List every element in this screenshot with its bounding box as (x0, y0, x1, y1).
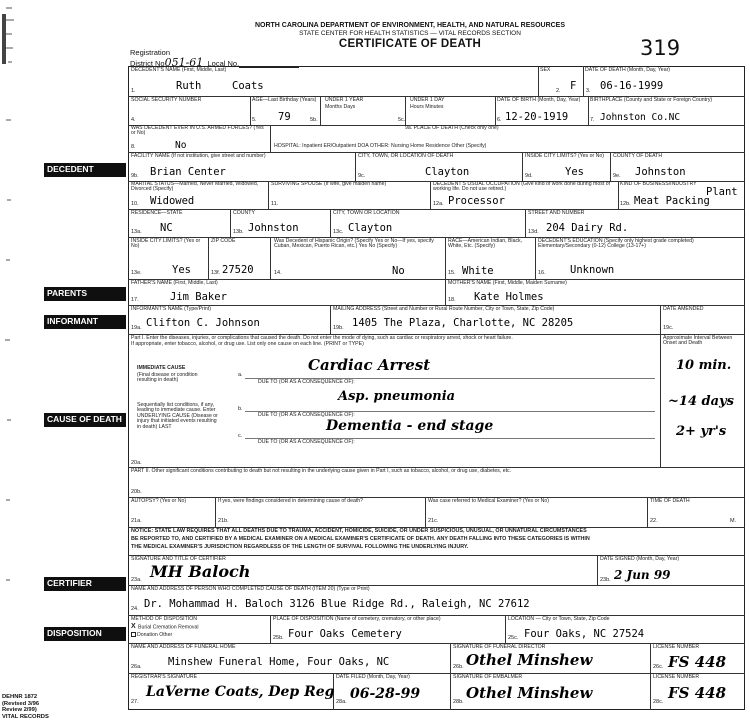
father-name: Jim Baker (170, 291, 227, 303)
date-filed: 06-28-99 (350, 686, 421, 702)
section-informant: INFORMANT (44, 315, 126, 329)
notice-line-3: THE MEDICAL EXAMINER'S JURISDICTION REGARDLESS OF THE LENGTH OF SURVIVAL FOLLOWING THE UNDERLYING INJURY. (131, 544, 469, 550)
label-residence-limits: INSIDE CITY LIMITS? (Yes or No) (131, 238, 201, 250)
label-funeral-director-signature: SIGNATURE OF FUNERAL DIRECTOR (453, 644, 546, 650)
label-immediate-note: (Final disease or condition resulting in death) (137, 372, 198, 384)
label-education: DECEDENT'S EDUCATION (Specify only highest grade completed) Elementary/Secondary (0-12) College (13-17+) (538, 238, 694, 250)
decedent-last-name: Coats (232, 80, 264, 92)
label-father: FATHER'S NAME (First, Middle, Last) (131, 280, 218, 286)
certificate-title: CERTIFICATE OF DEATH (338, 38, 482, 50)
license-number-2: FS 448 (668, 684, 727, 702)
label-registrar-signature: REGISTRAR'S SIGNATURE (131, 674, 198, 680)
label-facility: FACILITY NAME (If not institution, give street and number) (131, 153, 266, 159)
education: Unknown (570, 264, 615, 276)
residence-street: 204 Dairy Rd. (546, 222, 629, 234)
scan-edge-marks (0, 0, 40, 722)
license-number: FS 448 (668, 653, 727, 671)
district-label: District No (130, 58, 165, 68)
label-date-filed: DATE FILED (Month, Day, Year) (336, 674, 410, 680)
decedent-age: 79 (278, 111, 291, 123)
label-residence-city: CITY, TOWN OR LOCATION (333, 210, 400, 216)
label-city-of-death: CITY, TOWN, OR LOCATION OF DEATH (358, 153, 454, 159)
registrar-signature: LaVerne Coats, Dep Reg (146, 684, 335, 700)
label-date-of-birth: DATE OF BIRTH (Month, Day, Year) (497, 97, 581, 103)
registration-label: Registration (130, 48, 171, 57)
informant-name: Clifton C. Johnson (146, 317, 260, 329)
label-medical-examiner: Was case referred to Medical Examiner? (Yes or No) (428, 498, 549, 504)
section-cause-of-death: CAUSE OF DEATH (44, 413, 126, 427)
checkbox-icon (131, 632, 136, 637)
marital-status: Widowed (150, 195, 195, 207)
disposition-method-options: X Burial Cremation Removal (131, 623, 199, 631)
interval-b: ~14 days (668, 394, 734, 409)
label-under-day: UNDER 1 DAY (410, 97, 445, 103)
label-mother: MOTHER'S NAME (First, Middle, Maiden Surname) (448, 280, 567, 286)
cause-underlying: Dementia - end stage (326, 418, 494, 434)
label-informant: INFORMANT'S NAME (Type/Print) (131, 306, 211, 312)
label-date-signed: DATE SIGNED (Month, Day, Year) (600, 556, 680, 562)
label-license-number: LICENSE NUMBER (653, 644, 700, 650)
label-part-two: PART II. Other significant conditions contributing to death but not resulting in the underlying cause given in Part I, such as tobacco, alcohol, or drug use, diabetes, etc. (131, 468, 512, 474)
certificate-number: 319 (640, 36, 681, 60)
district-number: 051-61 (164, 55, 204, 69)
hispanic-origin: No (392, 265, 405, 277)
label-residence-county: COUNTY (233, 210, 255, 216)
label-hispanic-origin: Was Decedent of Hispanic Origin? (Specify Yes or No—If yes, specify Cuban, Mexican, Puerto Rican, etc.) Yes No (Specify) (274, 238, 434, 250)
label-sex: SEX (540, 67, 551, 73)
label-zip: ZIP CODE (211, 238, 236, 244)
certifier-name-address: Dr. Mohammad H. Baloch 3126 Blue Ridge Rd., Raleigh, NC 27612 (144, 598, 530, 610)
label-method-of-disposition: METHOD OF DISPOSITION (131, 616, 197, 622)
label-sequential: Sequentially list conditions, if any, leading to immediate cause. Enter UNDERLYING CAUSE (Disease or injury that initiated events resulting in death) LAST (137, 402, 218, 430)
residence-city: Clayton (348, 222, 393, 234)
embalmer-signature: Othel Minshew (466, 684, 593, 702)
funeral-director-signature: Othel Minshew (466, 651, 593, 669)
date-of-death: 06-16-1999 (600, 80, 664, 92)
label-embalmer-signature: SIGNATURE OF EMBALMER (453, 674, 523, 680)
label-interval: Approximate Interval Between Onset and Death (663, 335, 733, 347)
label-funeral-home: NAME AND ADDRESS OF FUNERAL HOME (131, 644, 236, 650)
place-of-disposition: Four Oaks Cemetery (288, 628, 402, 640)
cause-immediate: Cardiac Arrest (308, 356, 431, 374)
label-date-of-death: DATE OF DEATH (Month, Day, Year) (585, 67, 671, 73)
label-autopsy-findings: If yes, were findings considered in determining cause of death? (218, 498, 364, 504)
form-footer: DEHNR 1872 (Revised 3/96 Review 2/99) VITAL RECORDS (2, 694, 49, 720)
label-immediate-cause: IMMEDIATE CAUSE (137, 365, 186, 371)
birthplace: Johnston Co.NC (600, 112, 681, 123)
certifier-signature: MH Baloch (150, 562, 251, 581)
informant-address: 1405 The Plaza, Charlotte, NC 28205 (352, 317, 574, 329)
label-disposition-location: LOCATION — City or Town, State, Zip Code (508, 616, 610, 622)
county-of-death: Johnston (635, 166, 686, 178)
label-age: AGE—Last Birthday (Years) (252, 97, 317, 103)
label-surviving-spouse: SURVIVING SPOUSE (If wife, give maiden name) (271, 181, 387, 187)
time-suffix: M. (730, 518, 737, 524)
industry-line-2: Meat Packing (634, 195, 710, 207)
burial-checked-icon: X (131, 623, 136, 630)
residence-zip: 27520 (222, 264, 254, 276)
label-part-one-note: If appropriate, enter tobacco, alcohol, or drug use. List only one cause on each line. (PRINT or TYPE) (131, 341, 364, 347)
notice-line-2: BE REPORTED TO, AND CERTIFIED BY A MEDICAL EXAMINER ON A MEDICAL EXAMINER'S CERTIFICATE OF DEATH. ANY DEATH FALLING INTO THESE CATEGORIES IS WITHIN (131, 536, 590, 542)
label-street: STREET AND NUMBER (528, 210, 585, 216)
label-certifier-name: NAME AND ADDRESS OF PERSON WHO COMPLETED CAUSE OF DEATH (ITEM 20) (Type or Print) (131, 586, 370, 592)
label-part-one: Part I. Enter the diseases, injuries, or complications that caused the death. Do not enter the mode of dying, such as cardiac or respiratory arrest, shock or heart failure. (131, 335, 513, 341)
label-date-amended: DATE AMENDED (663, 306, 704, 312)
label-residence-state: RESIDENCE—STATE (131, 210, 183, 216)
usual-occupation: Processor (448, 195, 505, 207)
label-industry: KIND OF BUSINESS/INDUSTRY (620, 181, 697, 187)
residence-state: NC (160, 222, 173, 234)
label-ssn: SOCIAL SECURITY NUMBER (131, 97, 202, 103)
label-months-days: Months Days (325, 104, 356, 110)
date-of-birth: 12-20-1919 (505, 111, 569, 123)
label-inside-city-limits: INSIDE CITY LIMITS? (Yes or No) (525, 153, 604, 159)
label-place-of-disposition: PLACE OF DISPOSITION (Name of cemetery, crematory, or other place) (273, 616, 441, 622)
race: White (462, 265, 494, 277)
decedent-first-name: Ruth (176, 80, 202, 92)
industry-line-1: Plant (706, 186, 738, 198)
center-name: STATE CENTER FOR HEALTH STATISTICS — VITAL RECORDS SECTION (299, 30, 521, 37)
label-decedent-name: DECEDENT'S NAME (First, Middle, Last) (131, 67, 227, 73)
armed-forces-answer: No (175, 140, 187, 151)
residence-county: Johnston (248, 222, 299, 234)
label-mailing-address: MAILING ADDRESS (Street and Number or Rural Route Number, City or Town, State, Zip Code) (333, 306, 555, 312)
label-due-to-2: DUE TO (OR AS A CONSEQUENCE OF): (258, 412, 355, 418)
label-due-to-3: DUE TO (OR AS A CONSEQUENCE OF): (258, 439, 355, 445)
label-race: RACE—American Indian, Black, White, Etc. (Specify) (448, 238, 523, 250)
label-license-number-2: LICENSE NUMBER (653, 674, 700, 680)
local-label: Local No. (207, 58, 240, 68)
label-under-year: UNDER 1 YEAR (325, 97, 364, 103)
interval-a: 10 min. (676, 358, 732, 373)
certificate-form (128, 66, 745, 710)
label-place-of-death: 9a. PLACE OF DEATH (Check only one) (405, 125, 499, 131)
label-birthplace: BIRTHPLACE (County and State or Foreign Country) (590, 97, 713, 103)
label-county-of-death: COUNTY OF DEATH (613, 153, 663, 159)
notice-line-1: NOTICE: STATE LAW REQUIRES THAT ALL DEATHS DUE TO TRAUMA, ACCIDENT, HOMICIDE, SUICIDE, OR UNDER SUSPICIOUS, UNUSUAL, OR UNNATURAL CIRCUMSTANCES (131, 528, 587, 534)
decedent-sex: F (570, 80, 577, 92)
funeral-home: Minshew Funeral Home, Four Oaks, NC (168, 656, 390, 668)
inside-city-limits: Yes (565, 166, 584, 178)
label-armed-forces: WAS DECEDENT EVER IN U.S. ARMED FORCES? (Yes or No) (131, 125, 264, 137)
mother-name: Kate Holmes (474, 291, 544, 303)
place-of-death-options: HOSPITAL: Inpatient ER/Outpatient DOA OTHER: Nursing Home Residence Other (Specify) (274, 143, 487, 149)
label-occupation: DECEDENT'S USUAL OCCUPATION (Give kind of work done during most of working life. Do not use retired.) (433, 181, 611, 193)
city-of-death: Clayton (425, 166, 470, 178)
label-due-to-1: DUE TO (OR AS A CONSEQUENCE OF): (258, 379, 355, 385)
disposition-method-options-2: Donation Other (131, 632, 172, 638)
facility-name: Brian Center (150, 166, 226, 178)
residence-inside-limits: Yes (172, 264, 191, 276)
disposition-location: Four Oaks, NC 27524 (524, 628, 645, 640)
section-certifier: CERTIFIER (44, 577, 126, 591)
cause-b: Asp. pneumonia (338, 389, 456, 404)
label-signature: SIGNATURE AND TITLE OF CERTIFIER (131, 556, 226, 562)
label-time-of-death: TIME OF DEATH (650, 498, 690, 504)
section-parents: PARENTS (44, 287, 126, 301)
interval-c: 2+ yr's (676, 424, 727, 439)
label-marital-status: MARITAL STATUS—Married, Never Married, Widowed, Divorced (Specify) (131, 181, 259, 193)
section-decedent: DECEDENT (44, 163, 126, 177)
department-name: NORTH CAROLINA DEPARTMENT OF ENVIRONMENT, HEALTH, AND NATURAL RESOURCES (254, 22, 566, 29)
label-autopsy: AUTOPSY? (Yes or No) (131, 498, 187, 504)
label-hours-minutes: Hours Minutes (410, 104, 444, 110)
date-signed: 2 Jun 99 (614, 568, 671, 582)
section-disposition: DISPOSITION (44, 627, 126, 641)
